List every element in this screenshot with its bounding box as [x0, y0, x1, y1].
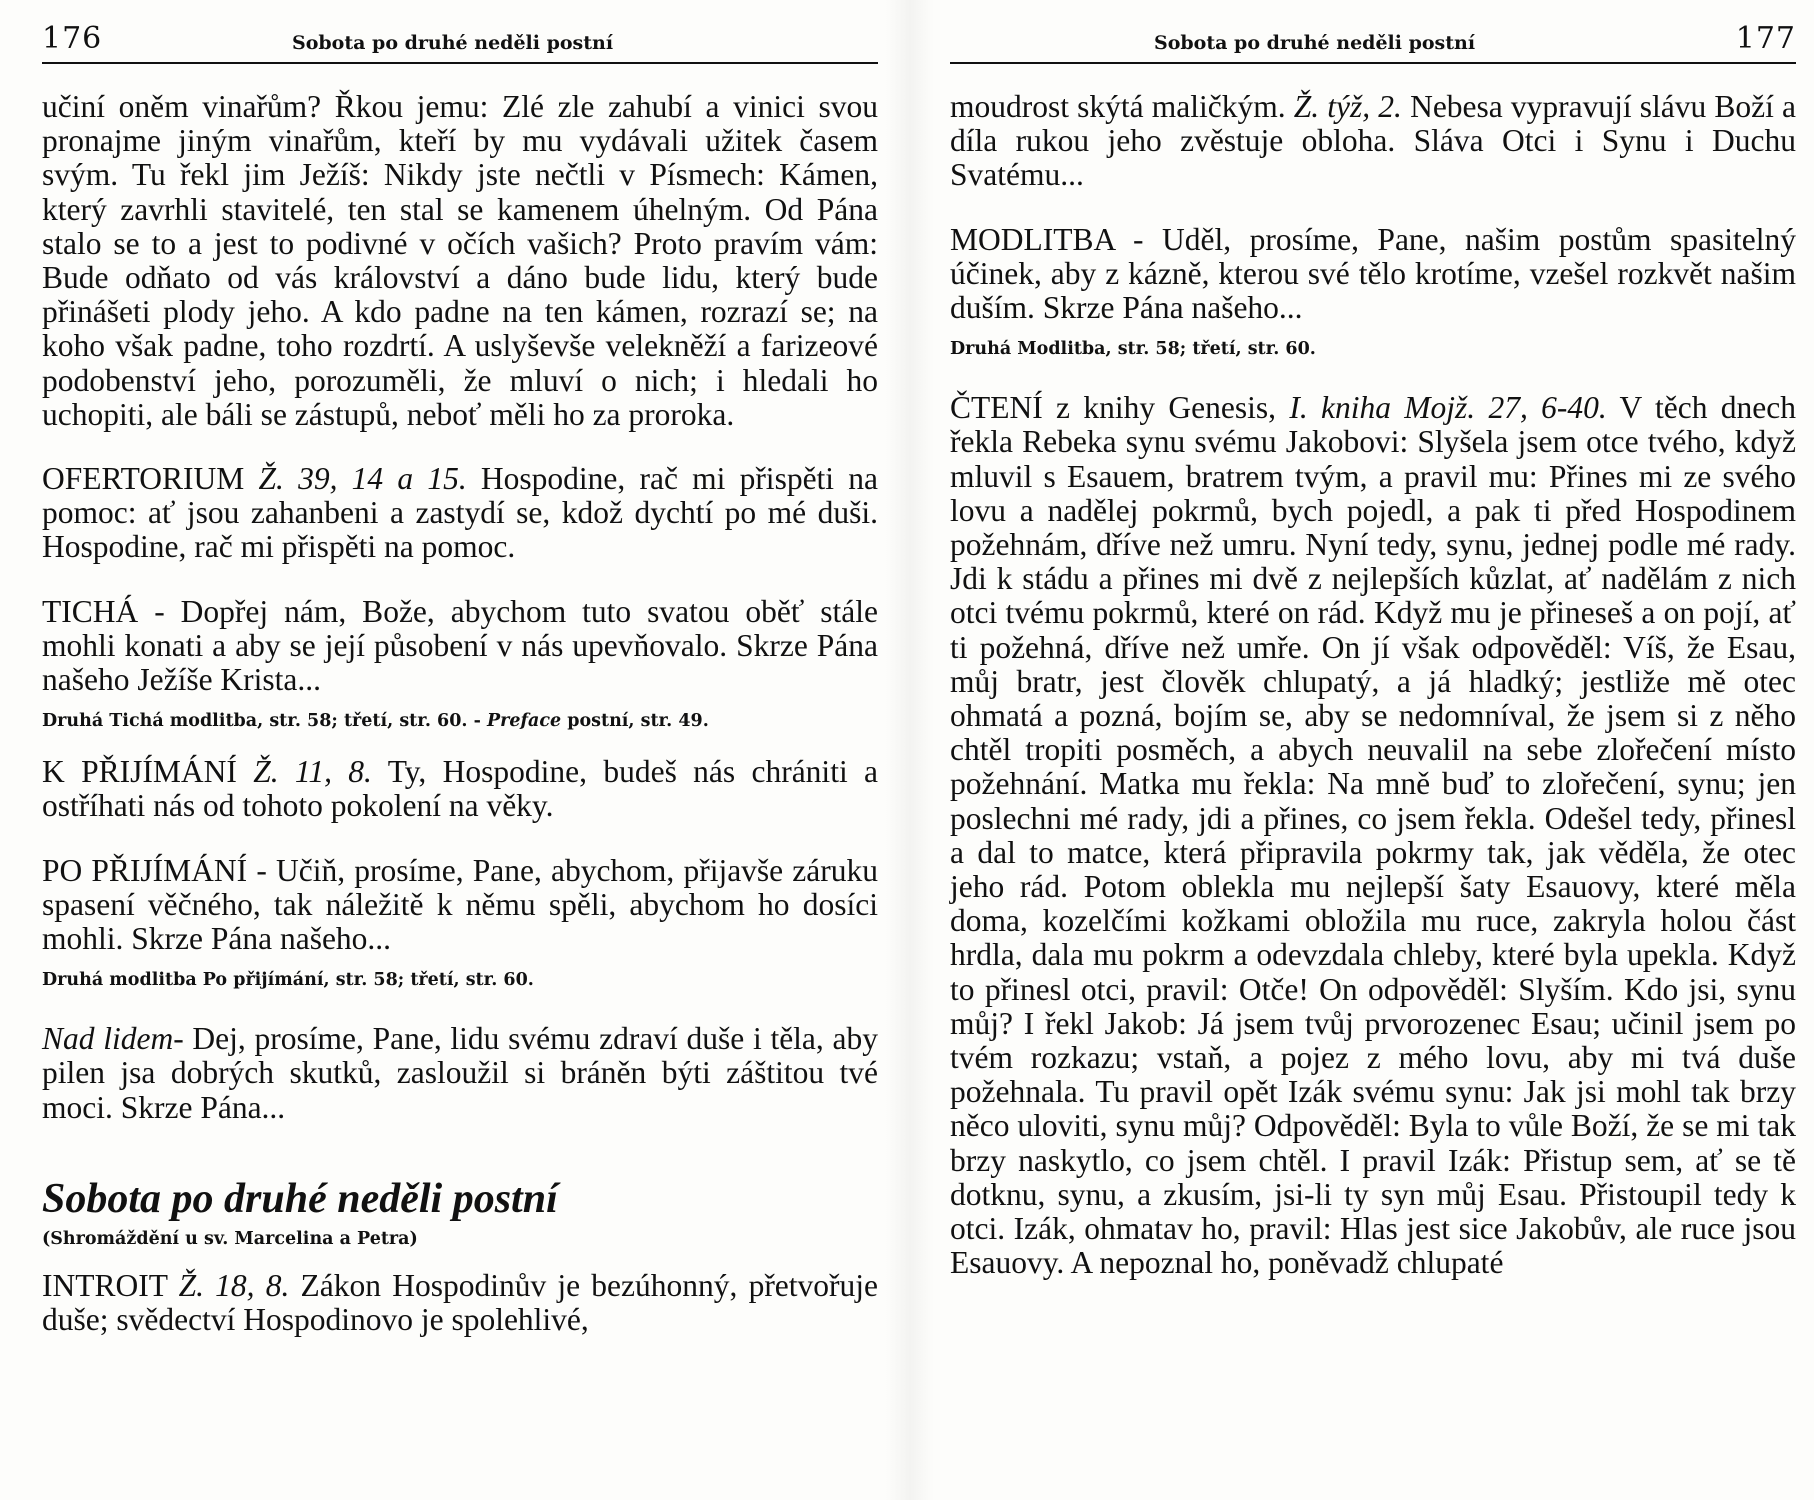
k-prijimani-ref: Ž. 11, 8.: [253, 754, 372, 790]
offertorium-label: OFERTORIUM: [42, 461, 245, 497]
introit-text: Zákon Hospodinův je bezúhonný, přetvořuje duše; svědectví Hospodinovo je spolehlivé,: [42, 1267, 879, 1338]
cteni-text: V těch dnech řekla Rebeka synu svému Jakobovi: Slyšela jsem otce tvého, když mluvil s Esauem, bratrem tvým, a pravil mu: Přines mi ze svého lovu a nadělej pokrmů, bych pojedl, a pak ti před Hospodinem požehnám, dříve než umru. Nyní tedy, synu, jednej podle mé rady. Jdi k stádu a přines mi dvě z nejlepších kůzlat, ať nadělám z nich otci tvému pokrmů, které on rád. Když mu je přineseš a on pojí, ať ti požehná, dříve než umře. On jí však odpověděl: Víš, že Esau, můj bratr, jest člověk chlupatý, a já hladký; jestliže mě otec ohmatá a pozná, bojím se, aby se nedomníval, že jsem si z něho chtěl tropiti posměch, a abych neuvalil na sebe zlořečení místo požehnání. Matka mu řekla: Na mně buď to zlořečení, synu; jen poslechni mé rady, jdi a přines, co jsem řekla. Odešel tedy, přinesl a dal to matce, která připravila pokrmy tak, jak věděla, že otec jeho rád. Potom oblekla mu nejlepší šaty Esauovy, které měla doma, kozelčími kožkami obložila mu ruce, zakryla holou část hrdla, dala mu pokrm a odevzdala chleby, které byla upekla. Když to přinesl otci, pravil: Otče! On odpověděl: Slyším. Kdo jsi, synu můj? I řekl Jakob: Já jsem tvůj prvorozenec Esau; učinil jsem po tvém rozkazu; vstaň, a pojez z mého lovu, aby mi tvá duše požehnala. Tu pravil opět Izák svému synu: Jak jsi mohl tak brzy něco uloviti, synu můj? Odpověděl: Byla to vůle Boží, že se mi tak brzy naskytlo, co jsem chtěl. I pravil Izák: Přistup sem, ať se tě dotknu, synu, a zkusím, jsi-li ty syn můj Esau. Přistoupil tedy k otci. Izák, ohmatav ho, pravil: Hlas jest sice Jakobův, ale ruce jsou Esauovy. A nepoznal ho, poněvadž chlupaté: [950, 390, 1797, 1281]
book-gutter: [886, 0, 934, 1500]
introit-label: INTROIT: [42, 1267, 168, 1303]
introit-continuation-a: moudrost skýtá maličkým.: [950, 89, 1286, 124]
introit-continuation: [950, 90, 1796, 193]
gospel-continuation: učiní oněm vinařům? Řkou jemu: Zlé zle zahubí a vinici svou pronajme jiným vinařům, kteří by mu vydávali užitek časem svým. Tu řekl jim Ježíš: Nikdy jste nečtli v Písmech: Kámen, který zavrhli stavitelé, ten stal se kamenem úhelným. Od Pána stalo se to a jest to podivné v očích vašich? Proto pravím vám: Bude odňato od vás království a dáno bude lidu, který bude přinášeti plody jeho. A kdo padne na ten kámen, rozrazí se; na koho však padne, toho rozdrtí. A uslyševše velekněží a farizeové podobenství jeho, porozuměli, že mluví o nich; i hledali ho uchopiti, ale báli se zástupů, neboť měli ho za proroka.: [42, 89, 878, 432]
left-page-number: 176: [42, 21, 103, 56]
left-page: [0, 0, 880, 1500]
left-running-head: [42, 22, 878, 64]
introit-continuation-b: Nebesa vypravují slávu Boží a díla rukou jeho zvěstuje obloha. Sláva Otci i Synu i Duchu Svatému...: [950, 89, 1797, 193]
nad-lidem-label: Nad lidem: [42, 1021, 174, 1057]
offertorium-ref: Ž. 39, 14 a 15.: [258, 461, 467, 497]
modlitba-note: Druhá Modlitba, str. 58; třetí, str. 60.: [950, 339, 1316, 360]
section-title: Sobota po druhé neděli postní: [42, 1175, 558, 1222]
ticha-note-preface: Preface: [486, 711, 562, 732]
cteni-paragraph: [950, 391, 1796, 1280]
ticha-note-a: Druhá Tichá modlitba, str. 58; třetí, str. 60. -: [42, 711, 481, 732]
po-prijimani-paragraph: [42, 854, 878, 957]
left-text-column: [42, 90, 878, 1367]
modlitba-text: Uděl, prosíme, Pane, našim postům spasitelný účinek, aby z kázně, kterou své tělo krotíme, vzešel rozkvět našim duším. Skrze Pána našeho...: [950, 221, 1796, 326]
ticha-label: TICHÁ -: [42, 593, 165, 629]
cteni-intro: z knihy Genesis,: [1056, 390, 1277, 426]
ticha-paragraph: [42, 595, 878, 698]
left-running-title: Sobota po druhé neděli postní: [292, 32, 614, 54]
cteni-ref: I. kniha Mojž. 27, 6-40.: [1289, 390, 1607, 426]
nad-lidem-text: - Dej, prosíme, Pane, lidu svému zdraví duše i těla, aby pilen jsa dobrých skutků, zasloužil si bráněn býti záštitou tvé moci. Skrze Pána...: [42, 1021, 878, 1125]
offertorium-paragraph: [42, 462, 878, 565]
k-prijimani-text: Ty, Hospodine, budeš nás chrániti a ostříhati nás od tohoto pokolení na věky.: [42, 754, 879, 824]
ticha-note: [42, 709, 878, 733]
ticha-note-c: postní, str. 49.: [567, 711, 709, 732]
right-running-head: [950, 22, 1796, 64]
right-page: [934, 0, 1814, 1500]
k-prijimani-paragraph: [42, 755, 878, 823]
introit-continuation-ref: Ž. týž, 2.: [1293, 89, 1402, 124]
section-subtitle: (Shromáždění u sv. Marcelina a Petra): [42, 1228, 418, 1249]
offertorium-text: Hospodine, rač mi přispěti na pomoc: ať jsou zahanbeni a zastydí se, kdož dychtí po mé duši. Hospodine, rač mi přispěti na pomoc.: [42, 461, 878, 565]
nad-lidem-paragraph: [42, 1022, 878, 1125]
right-running-title: Sobota po druhé neděli postní: [1154, 32, 1476, 54]
introit-ref: Ž. 18, 8.: [178, 1267, 290, 1303]
cteni-label: ČTENÍ: [950, 390, 1043, 426]
po-prijimani-label: PO PŘIJÍMÁNÍ -: [42, 852, 267, 888]
ticha-text: Dopřej nám, Bože, abychom tuto svatou oběť stále mohli konati a aby se její působení v nás upevňovalo. Skrze Pána našeho Ježíše Krista...: [42, 593, 878, 698]
modlitba-paragraph: [950, 223, 1796, 326]
modlitba-label: MODLITBA -: [950, 221, 1144, 257]
po-prijimani-text: Učiň, prosíme, Pane, abychom, přijavše záruku spasení věčného, tak náležitě k němu spěli, abychom ho dosíci mohli. Skrze Pána našeho...: [42, 852, 879, 957]
k-prijimani-label: K PŘIJÍMÁNÍ: [42, 754, 237, 790]
introit-paragraph: [42, 1269, 878, 1337]
po-prijimani-note: Druhá modlitba Po přijímání, str. 58; třetí, str. 60.: [42, 970, 534, 991]
right-page-number: 177: [1735, 21, 1796, 56]
right-text-column: [950, 90, 1796, 1311]
